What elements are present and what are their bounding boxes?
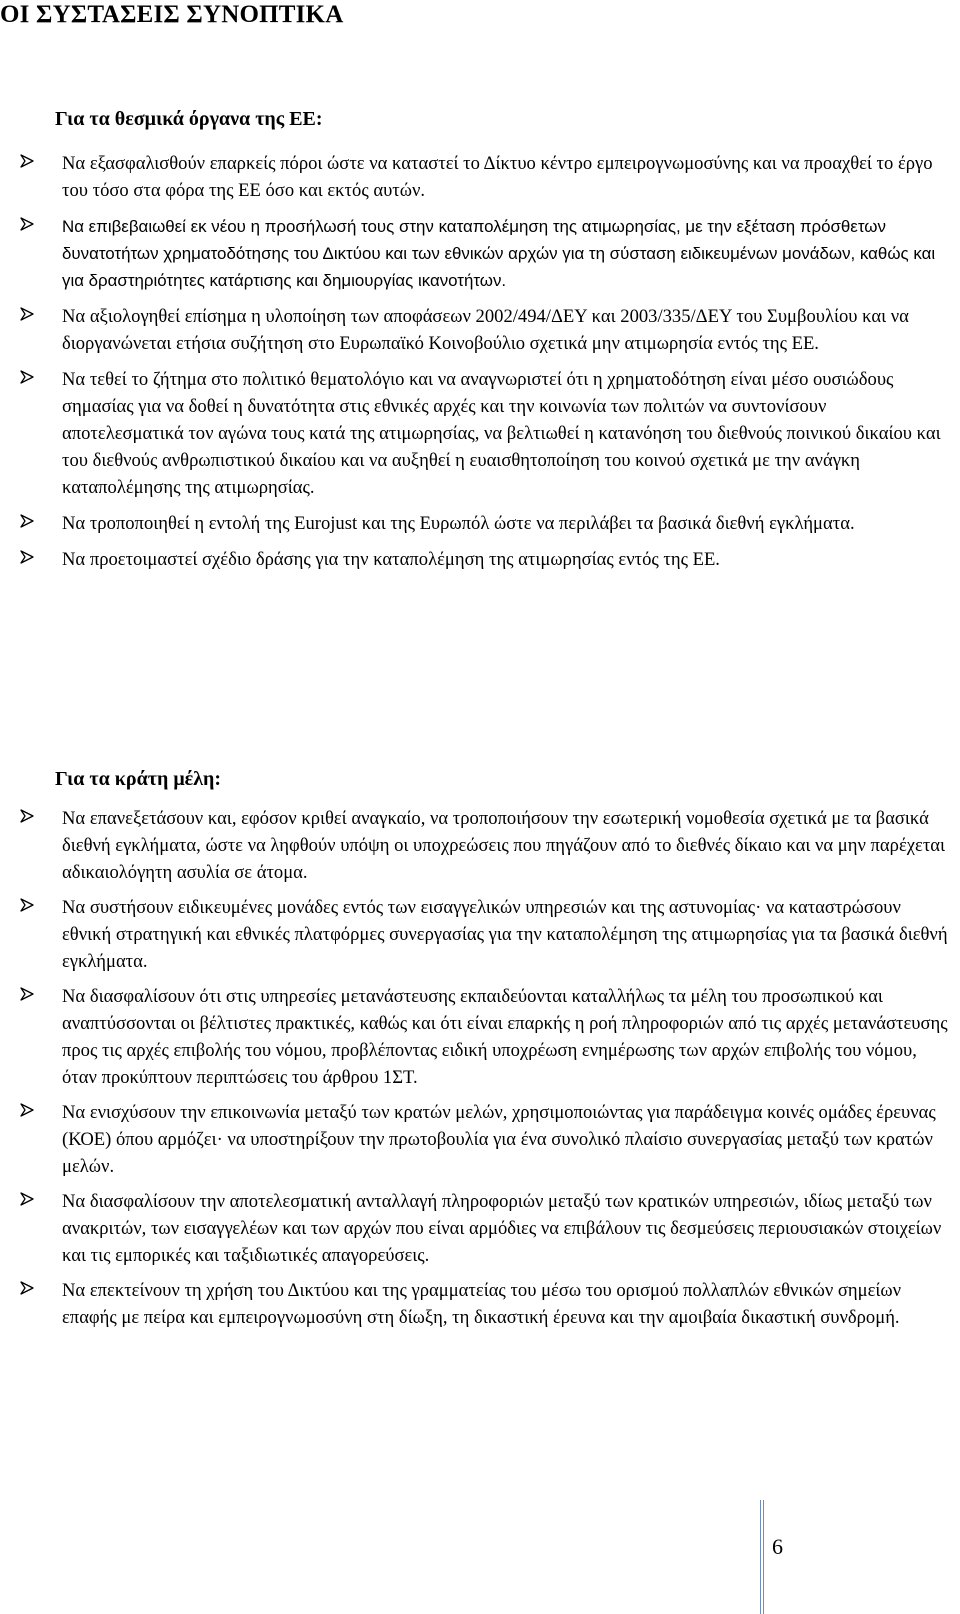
list-item bbox=[0, 1099, 960, 1180]
arrow-bullet-icon bbox=[20, 550, 34, 564]
arrow-bullet-icon bbox=[20, 809, 34, 823]
arrow-bullet-icon bbox=[20, 514, 34, 528]
section-heading-eu-institutions: Για τα θεσμικά όργανα της ΕΕ: bbox=[55, 108, 323, 130]
arrow-bullet-icon bbox=[20, 217, 34, 231]
list-item-text: Να εξασφαλισθούν επαρκείς πόροι ώστε να καταστεί το Δίκτυο κέντρο εμπειρογνωμοσύνης και να προαχθεί το έργο του τόσο στα φόρα της ΕΕ όσο και εκτός αυτών. bbox=[62, 153, 933, 201]
page-number-rule-line bbox=[763, 1500, 764, 1614]
list-item bbox=[0, 366, 960, 501]
list-item-text: Να επανεξετάσουν και, εφόσον κριθεί αναγκαίο, να τροποποιήσουν την εσωτερική νομοθεσία σχετικά με τα βασικά διεθνή εγκλήματα, ώστε να ληφθούν υπόψη οι υποχρεώσεις που πηγάζουν από το διεθνές δίκαιο και να μην παρέχεται αδικαιολόγητη ασυλία σε άτομα. bbox=[62, 808, 946, 883]
arrow-bullet-icon bbox=[20, 370, 34, 384]
arrow-bullet-icon bbox=[20, 898, 34, 912]
list-item bbox=[0, 150, 960, 204]
list-item-text: Να διασφαλίσουν την αποτελεσματική ανταλλαγή πληροφοριών μεταξύ των κρατικών υπηρεσιών, ιδίως μεταξύ των ανακριτών, των εισαγγελέων και των αρχών που είναι αρμόδιες να επιβάλουν τις δεσμεύσεις περιουσιακών στοιχείων και τις εμπορικές και ταξιδιωτικές απαγορεύσεις. bbox=[62, 1191, 942, 1266]
list-item bbox=[0, 894, 960, 975]
list-item bbox=[0, 303, 960, 357]
page-number-rule-line bbox=[760, 1500, 761, 1614]
arrow-bullet-icon bbox=[20, 1281, 34, 1295]
list-item-text: Να επιβεβαιωθεί εκ νέου η προσήλωσή τους στην καταπολέμηση της ατιμωρησίας, με την εξέταση πρόσθετων δυνατοτήτων χρηματοδότησης του Δικτύου και των εθνικών αρχών για τη σύσταση ειδικευμένων μονάδων, καθώς και για δραστηριότητες κατάρτισης και δημιουργίας ικανοτήτων. bbox=[62, 217, 936, 290]
list-item-text: Να διασφαλίσουν ότι στις υπηρεσίες μετανάστευσης εκπαιδεύονται καταλλήλως τα μέλη του προσωπικού και αναπτύσσονται οι βέλτιστες πρακτικές, καθώς και ότι είναι επαρκής η ροή πληροφοριών από τις αρχές μετανάστευσης προς τις αρχές επιβολής του νόμου, προβλέποντας ειδική υποχρέωση ενημέρωσης των αρχών επιβολής του νόμου, όταν προκύπτουν περιπτώσεις του άρθρου 1ΣΤ. bbox=[62, 986, 948, 1088]
list-item bbox=[0, 983, 960, 1091]
arrow-bullet-icon bbox=[20, 987, 34, 1001]
list-item-text: Να τεθεί το ζήτημα στο πολιτικό θεματολόγιο και να αναγνωριστεί ότι η χρηματοδότηση είναι μέσο ουσιώδους σημασίας για να δοθεί η δυνατότητα στις εθνικές αρχές και την κοινωνία των πολιτών να συντονίσουν αποτελεσματικά τον αγώνα τους κατά της ατιμωρησίας, να βελτιωθεί η κατανόηση του διεθνούς ποινικού δικαίου και του διεθνούς ανθρωπιστικού δικαίου και να αυξηθεί η ευαισθητοποίηση του κοινού σχετικά με την ανάγκη καταπολέμησης της ατιμωρησίας. bbox=[62, 369, 941, 498]
arrow-bullet-icon bbox=[20, 307, 34, 321]
eu-institutions-recommendations-list bbox=[0, 150, 960, 573]
list-item bbox=[0, 805, 960, 886]
list-item bbox=[0, 546, 960, 573]
member-states-recommendations-list bbox=[0, 805, 960, 1331]
list-item bbox=[0, 510, 960, 537]
list-item bbox=[0, 213, 960, 294]
list-item bbox=[0, 1188, 960, 1269]
arrow-bullet-icon bbox=[20, 154, 34, 168]
list-item-text: Να ενισχύσουν την επικοινωνία μεταξύ των κρατών μελών, χρησιμοποιώντας για παράδειγμα κοινές ομάδες έρευνας (ΚΟΕ) όπου αρμόζει· να υποστηρίξουν την πρωτοβουλία για ένα συνολικό πλαίσιο συνεργασίας μεταξύ των κρατών μελών. bbox=[62, 1102, 936, 1177]
list-item-text: Να αξιολογηθεί επίσημα η υλοποίηση των αποφάσεων 2002/494/ΔΕΥ και 2003/335/ΔΕΥ του Συμβουλίου και να διοργανώνεται ετήσια συζήτηση στο Ευρωπαϊκό Κοινοβούλιο σχετικά μην ατιμωρησία εντός της ΕΕ. bbox=[62, 306, 909, 354]
document-title: ΟΙ ΣΥΣΤΑΣΕΙΣ ΣΥΝΟΠΤΙΚΑ bbox=[0, 1, 344, 28]
list-item-text: Να τροποποιηθεί η εντολή της Eurojust και της Ευρωπόλ ώστε να περιλάβει τα βασικά διεθνή εγκλήματα. bbox=[62, 513, 855, 534]
arrow-bullet-icon bbox=[20, 1192, 34, 1206]
page-number: 6 bbox=[772, 1534, 783, 1559]
list-item-text: Να επεκτείνουν τη χρήση του Δικτύου και της γραμματείας του μέσω του ορισμού πολλαπλών εθνικών σημείων επαφής με πείρα και εμπειρογνωμοσύνη στη δίωξη, τη δικαστική έρευνα και την αμοιβαία δικαστική συνδρομή. bbox=[62, 1280, 902, 1328]
section-heading-member-states: Για τα κράτη μέλη: bbox=[55, 768, 222, 790]
arrow-bullet-icon bbox=[20, 1103, 34, 1117]
list-item bbox=[0, 1277, 960, 1331]
page-number-rule bbox=[760, 1500, 763, 1614]
list-item-text: Να προετοιμαστεί σχέδιο δράσης για την καταπολέμηση της ατιμωρησίας εντός της ΕΕ. bbox=[62, 549, 720, 570]
list-item-text: Να συστήσουν ειδικευμένες μονάδες εντός των εισαγγελικών υπηρεσιών και της αστυνομίας· να καταστρώσουν εθνική στρατηγική και εθνικές πλατφόρμες συνεργασίας για την καταπολέμηση της ατιμωρησίας για τα βασικά διεθνή εγκλήματα. bbox=[62, 897, 948, 972]
